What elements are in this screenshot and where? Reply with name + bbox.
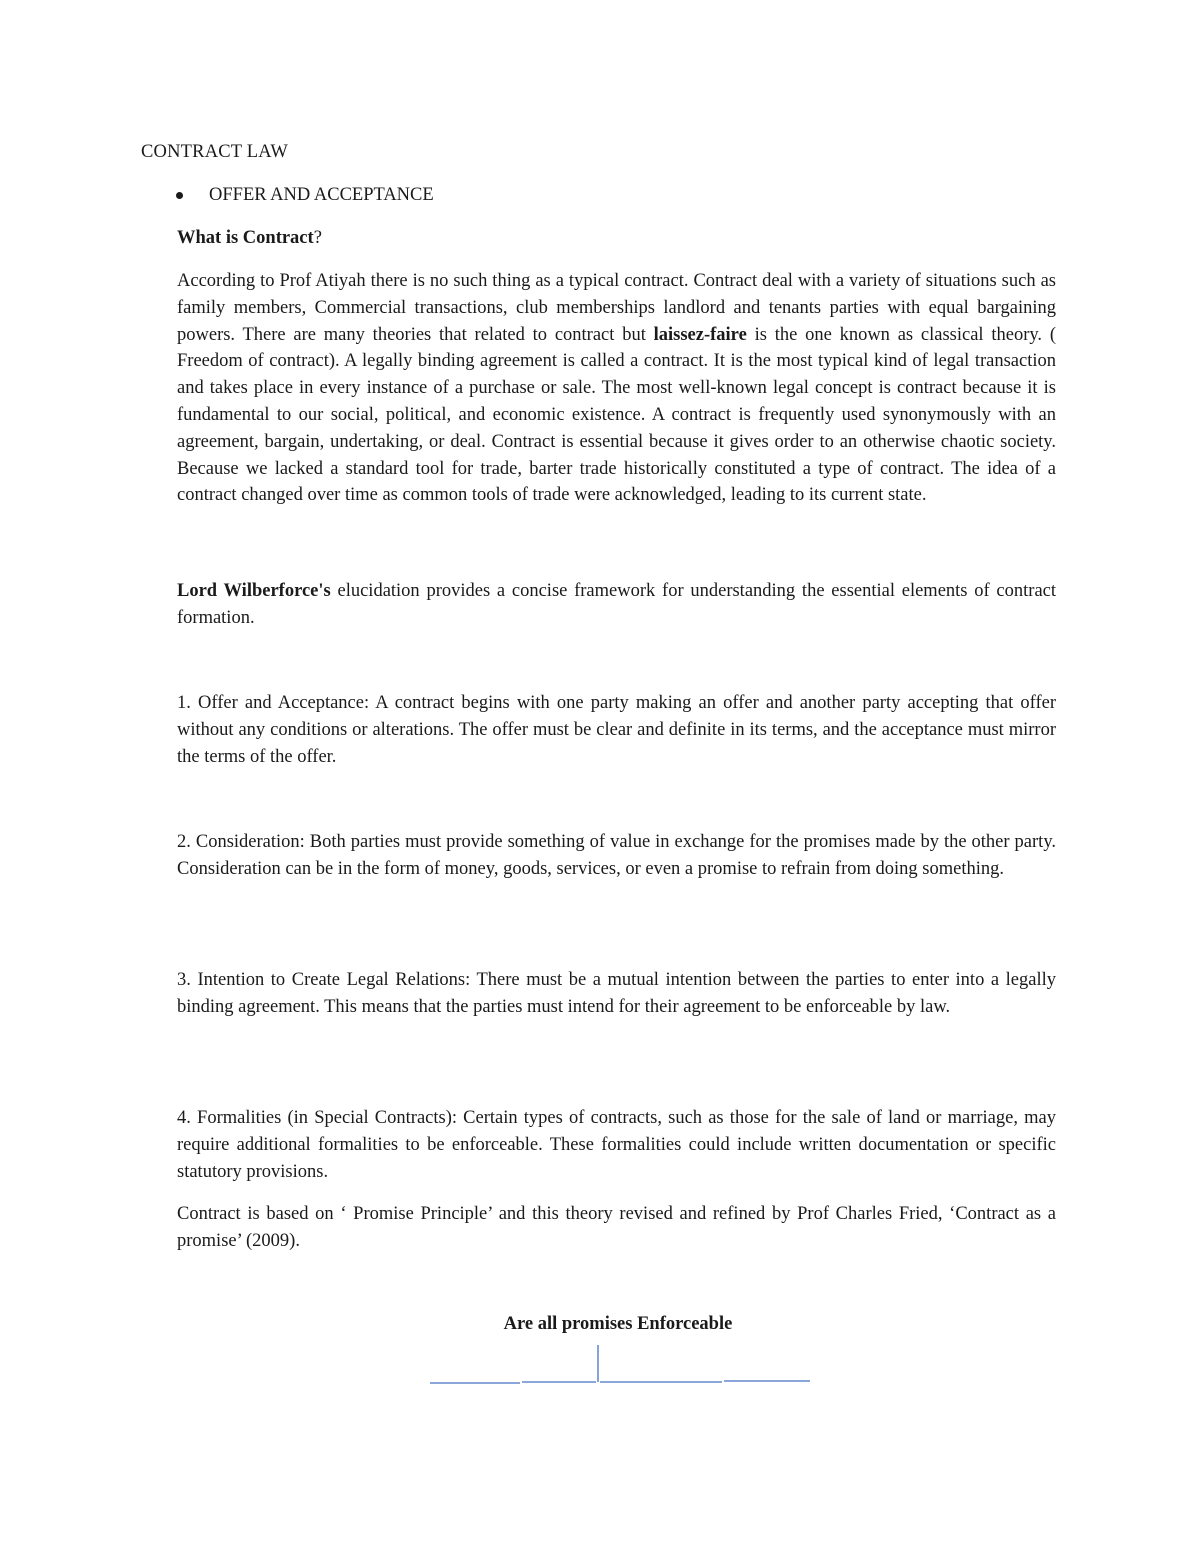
bullet-label: OFFER AND ACCEPTANCE: [209, 185, 434, 205]
bullet-icon: [176, 192, 183, 199]
question-bold-text: What is Contract: [177, 228, 314, 248]
element-offer-acceptance: 1. Offer and Acceptance: A contract begins with one party making an offer and another party accepting that offer without any conditions or alterations. The offer must be clear and definite in its terms, and the acceptance must mirror the terms of the offer.: [177, 693, 1056, 767]
element-consideration: 2. Consideration: Both parties must provide something of value in exchange for the promises made by the other party. Consideration can be in the form of money, goods, services, or even a promise to refrain from doing something.: [177, 832, 1056, 879]
bullet-item: [176, 185, 434, 206]
center-heading: Are all promises Enforceable: [503, 1314, 733, 1334]
intro-part1: According to Prof Atiyah there is no such thing as a typical contract. Contract deal with a variety of situations such as family members, Commercial transactions, club memberships landlord and tenants parties with equal bargaining powers. There are many theories that related to contract but: [177, 271, 1056, 345]
promise-principle-paragraph: Contract is based on ‘ Promise Principle’ and this theory revised and refined by Prof Charles Fried, ‘Contract as a promise’ (2009).: [177, 1204, 1056, 1251]
intro-bold-term: laissez-faire: [653, 324, 747, 345]
diagram-connector-lines: [0, 1340, 1200, 1400]
intro-paragraph: [177, 268, 1056, 509]
section-question: [177, 228, 322, 249]
wilberforce-paragraph: [177, 578, 1056, 632]
element-formalities: 4. Formalities (in Special Contracts): Certain types of contracts, such as those for the sale of land or marriage, may require additional formalities to be enforceable. These formalities could include written documentation or specific statutory provisions.: [177, 1108, 1056, 1182]
wilberforce-text: elucidation provides a concise framework for understanding the essential elements of contract formation.: [177, 581, 1057, 628]
intro-part2: is the one known as classical theory. ( Freedom of contract). A legally binding agreement is called a contract. It is the most typical kind of legal transaction and takes place in every instance of a purchase or sale. The most well-known legal concept is contract because it is fundamental to our social, political, and economic existence. A contract is frequently used synonymously with an agreement, bargain, undertaking, or deal. Contract is essential because it gives order to an otherwise chaotic society. Because we lacked a standard tool for trade, barter trade historically constituted a type of contract. The idea of a contract changed over time as common tools of trade were acknowledged, leading to its current state.: [177, 324, 1056, 506]
element-intention: 3. Intention to Create Legal Relations: There must be a mutual intention between the parties to enter into a legally binding agreement. This means that the parties must intend for their agreement to be enforceable by law.: [177, 970, 1056, 1017]
document-title: CONTRACT LAW: [141, 142, 289, 162]
wilberforce-name: Lord Wilberforce's: [177, 581, 331, 601]
question-mark: ?: [313, 228, 322, 248]
